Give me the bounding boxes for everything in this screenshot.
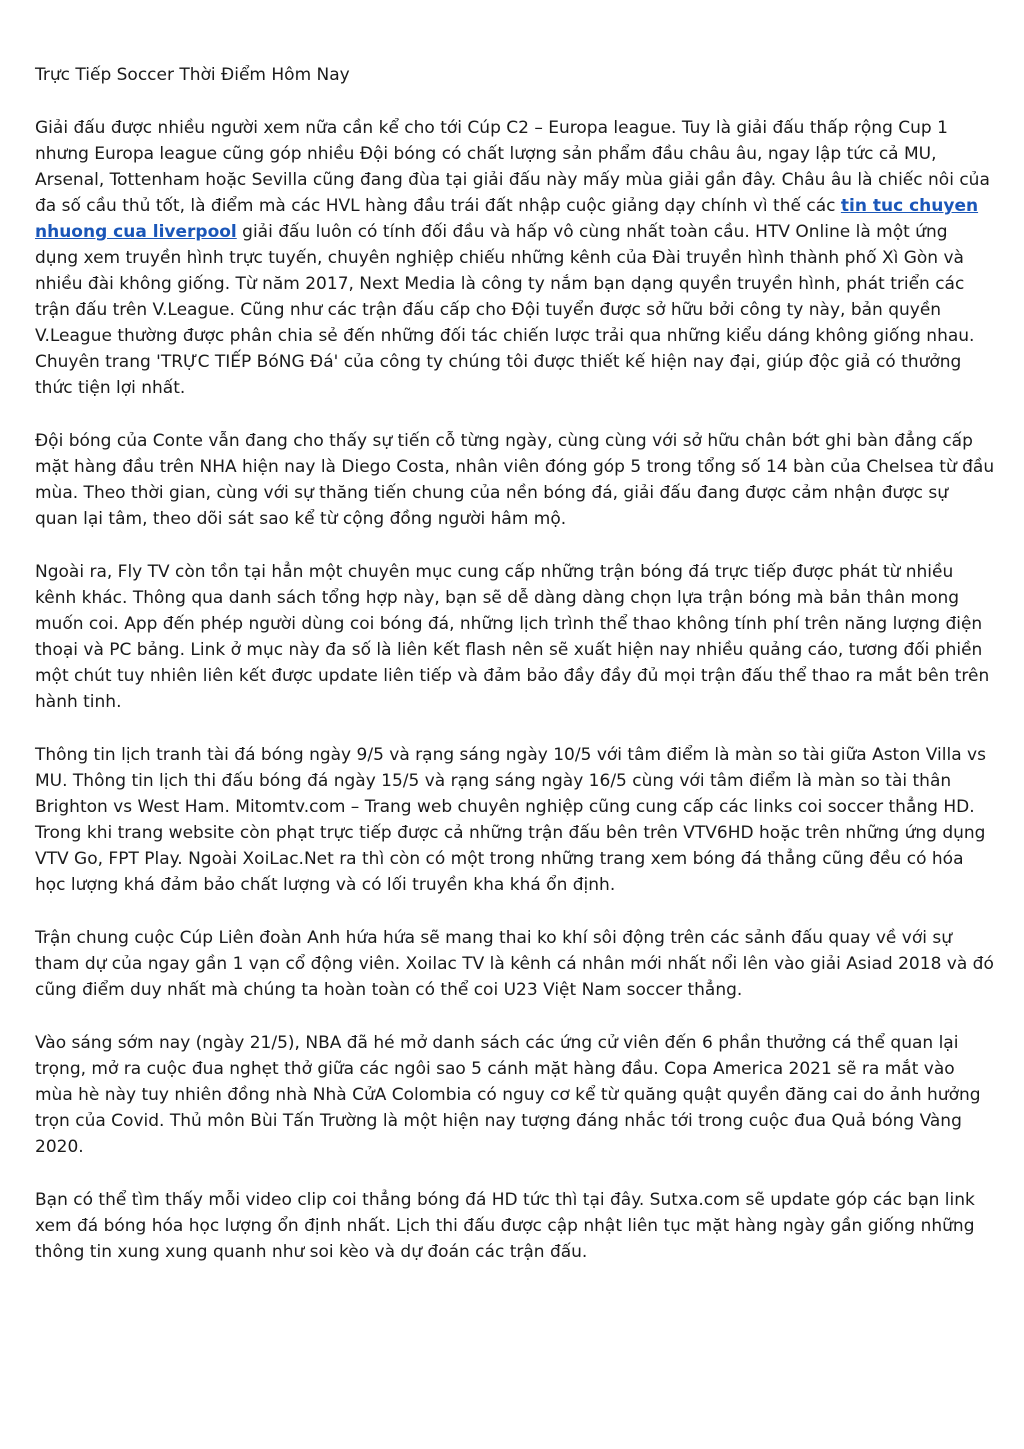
- paragraph-4: Thông tin lịch tranh tài đá bóng ngày 9/5 và rạng sáng ngày 10/5 với tâm điểm là màn so tài giữa Aston Villa vs MU. Thông tin lịch thi đấu bóng đá ngày 15/5 và rạng sáng ngày 16/5 cùng với tâm điểm là màn so tài thân Brighton vs West Ham. Mitomtv.com – Trang web chuyên nghiệp cũng cung cấp các links coi soccer thẳng HD. Trong khi trang website còn phạt trực tiếp được cả những trận đấu bên trên VTV6HD hoặc trên những ứng dụng VTV Go, FPT Play. Ngoài XoiLac.Net ra thì còn có một trong những trang xem bóng đá thẳng cũng đều có hóa học lượng khá đảm bảo chất lượng và có lối truyền kha khá ổn định.: [35, 745, 986, 895]
- paragraph-2: Đội bóng của Conte vẫn đang cho thấy sự tiến cỗ từng ngày, cùng cùng với sở hữu chân bớt ghi bàn đẳng cấp mặt hàng đầu trên NHA hiện nay là Diego Costa, nhân viên đóng góp 5 trong tổng số 14 bàn của Chelsea từ đầu mùa. Theo thời gian, cùng với sự thăng tiến chung của nền bóng đá, giải đấu đang được cảm nhận được sự quan lại tâm, theo dõi sát sao kể từ cộng đồng người hâm mộ.: [35, 431, 995, 529]
- paragraph-3: Ngoài ra, Fly TV còn tồn tại hẳn một chuyên mục cung cấp những trận bóng đá trực tiếp được phát từ nhiều kênh khác. Thông qua danh sách tổng hợp này, bạn sẽ dễ dàng dàng chọn lựa trận bóng mà bản thân mong muốn coi. App đến phép người dùng coi bóng đá, những lịch trình thể thao không tính phí trên năng lượng điện thoại và PC bảng. Link ở mục này đa số là liên kết flash nên sẽ xuất hiện nay nhiều quảng cáo, tương đối phiền một chút tuy nhiên liên kết được update liên tiếp và đảm bảo đầy đầy đủ mọi trận đấu thể thao ra mắt bên trên hành tinh.: [35, 562, 990, 712]
- document-page: [35, 62, 995, 1292]
- paragraph-1-text-before-link: Giải đấu được nhiều người xem nữa cần kể cho tới Cúp C2 – Europa league. Tuy là giải đấu thấp rộng Cup 1 nhưng Europa league cũng góp nhiều Đội bóng có chất lượng sản phẩm đầu châu âu, ngay lập tức cả MU, Arsenal, Tottenham hoặc Sevilla cũng đang đùa tại giải đấu này mấy mùa giải gần đây. Châu âu là chiếc nôi của đa số cầu thủ tốt, là điểm mà các HVL hàng đầu trái đất nhập cuộc giảng dạy chính vì thế các: [35, 118, 990, 216]
- document-title: Trực Tiếp Soccer Thời Điểm Hôm Nay: [35, 65, 350, 85]
- paragraph-6: Vào sáng sớm nay (ngày 21/5), NBA đã hé mở danh sách các ứng cử viên đến 6 phần thưởng cá thể quan lại trọng, mở ra cuộc đua nghẹt thở giữa các ngôi sao 5 cánh mặt hàng đầu. Copa America 2021 sẽ ra mắt vào mùa hè này tuy nhiên đồng nhà Nhà CửA Colombia có nguy cơ kể từ quăng quật quyền đăng cai do ảnh hưởng trọn của Covid. Thủ môn Bùi Tấn Trường là một hiện nay tượng đáng nhắc tới trong cuộc đua Quả bóng Vàng 2020.: [35, 1033, 981, 1157]
- paragraph-5: Trận chung cuộc Cúp Liên đoàn Anh hứa hứa sẽ mang thai ko khí sôi động trên các sảnh đấu quay về với sự tham dự của ngay gần 1 vạn cổ động viên. Xoilac TV là kênh cá nhân mới nhất nổi lên vào giải Asiad 2018 và đó cũng điểm duy nhất mà chúng ta hoàn toàn có thể coi U23 Việt Nam soccer thẳng.: [35, 928, 994, 1000]
- paragraph-1: [35, 115, 995, 401]
- paragraph-7: Bạn có thể tìm thấy mỗi video clip coi thẳng bóng đá HD tức thì tại đây. Sutxa.com sẽ update góp các bạn link xem đá bóng hóa học lượng ổn định nhất. Lịch thi đấu được cập nhật liên tục mặt hàng ngày gần giống những thông tin xung xung quanh như soi kèo và dự đoán các trận đấu.: [35, 1190, 975, 1262]
- paragraph-1-text-after-link: giải đấu luôn có tính đối đầu và hấp vô cùng nhất toàn cầu. HTV Online là một ứng dụng xem truyền hình trực tuyến, chuyên nghiệp chiếu những kênh của Đài truyền hình thành phố Xì Gòn và nhiều đài không giống. Từ năm 2017, Next Media là công ty nắm bạn dạng quyền truyền hình, phát triển các trận đấu trên V.League. Cũng như các trận đấu cấp cho Đội tuyển được sở hữu bởi công ty này, bản quyền V.League thường được phân chia sẻ đến những đối tác chiến lược trải qua những kiểu dáng không giống nhau. Chuyên trang 'TRỰC TIẾP BóNG Đá' của công ty chúng tôi được thiết kế hiện nay đại, giúp độc giả có thưởng thức tiện lợi nhất.: [35, 222, 975, 398]
- liverpool-transfer-news-link[interactable]: tin tuc chuyen nhuong cua liverpool: [35, 196, 979, 242]
